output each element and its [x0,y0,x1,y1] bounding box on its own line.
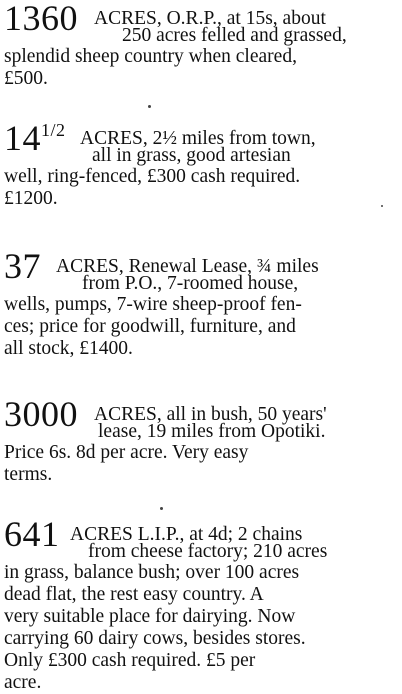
ad-body-line: very suitable place for dairying. Now [4,606,296,627]
ad-body-line: well, ring-fenced, £300 cash required. [4,166,301,187]
ad-head [4,514,398,562]
ad-body-line: splendid sheep country when cleared, [4,46,297,67]
print-speck [381,205,383,207]
ad-acreage-number: 3000 [4,394,78,434]
ad-head [4,246,398,294]
ad-body [4,442,398,486]
ad-body-line: £1200. [4,188,58,209]
ad-acreage-number: 1360 [4,0,78,38]
ad-body-line: dead flat, the rest easy country. A [4,584,264,605]
ad-acreage-number: 37 [4,246,41,286]
ad-head [4,394,398,442]
ad-body [4,294,398,360]
ad-head-line-2: all in grass, good artesian [92,145,291,166]
print-speck [160,507,163,510]
ad-head-line-2: lease, 19 miles from Opotiki. [98,421,326,442]
land-ad-3000-acres [4,394,398,485]
ad-head-line-2: from P.O., 7-roomed house, [82,273,299,294]
ad-body-line: in grass, balance bush; over 100 acres [4,562,300,583]
land-ad-1360-acres [4,0,398,89]
ad-head [4,118,398,166]
land-ad-641-acres [4,514,398,693]
ad-head-line-1: ACRES, Renewal Lease, ¾ miles [56,256,319,277]
ad-acreage-whole: 14 [4,118,41,158]
ad-acreage-number: 641 [4,514,60,554]
ad-body [4,562,398,694]
ad-acreage-fraction: 1/2 [41,120,66,140]
ad-body-line: wells, pumps, 7-wire sheep-proof fen- [4,294,302,315]
ad-acreage-number [4,120,66,156]
ad-head-line-2: 250 acres felled and grassed, [122,25,347,46]
ad-body-line: acre. [4,672,42,693]
ad-head-line-1: ACRES L.I.P., at 4d; 2 chains [70,524,303,545]
ad-body-line: carrying 60 dairy cows, besides stores. [4,628,306,649]
ad-body [4,46,398,90]
ad-body-line: all stock, £1400. [4,338,133,359]
ad-head-line-1: ACRES, O.R.P., at 15s, about [94,8,326,29]
ad-head [4,0,398,46]
ad-body-line: Only £300 cash required. £5 per [4,650,256,671]
ad-body-line: Price 6s. 8d per acre. Very easy [4,442,249,463]
print-speck [148,105,151,108]
land-ad-37-acres [4,246,398,359]
land-ad-14-half-acres [4,118,398,209]
ad-body-line: ces; price for goodwill, furniture, and [4,316,296,337]
ad-body [4,166,398,210]
ad-head-line-1: ACRES, 2½ miles from town, [80,128,316,149]
ad-body-line: £500. [4,68,48,89]
ad-head-line-1: ACRES, all in bush, 50 years' [94,404,327,425]
ad-body-line: terms. [4,464,53,485]
ad-head-line-2: from cheese factory; 210 acres [88,541,328,562]
